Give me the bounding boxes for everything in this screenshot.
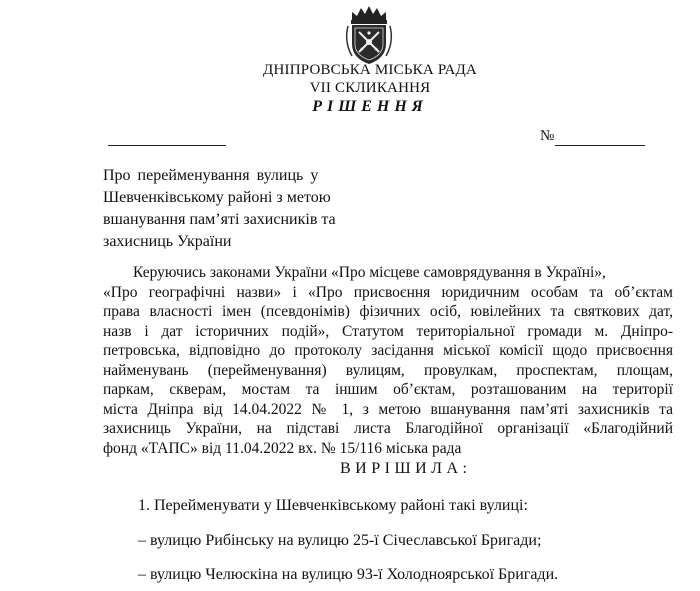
decision-subject bbox=[103, 165, 403, 253]
convocation: VII СКЛИКАННЯ bbox=[309, 80, 431, 96]
subject-line: вшанування пам’яті захисників та bbox=[103, 211, 336, 228]
subject-line: Шевченківському районі з метою bbox=[103, 189, 331, 206]
number-blank-line bbox=[555, 145, 645, 146]
preamble-line: «Про географічні назви» і «Про присвоєння юридичним особам та об’єктам bbox=[103, 283, 673, 301]
preamble-line: назв і дат історичних подій», Статутом територіальної громади м. Дніпро- bbox=[103, 322, 673, 340]
subject-line: захисниць України bbox=[103, 233, 232, 250]
resolved-heading: ВИРІШИЛА: bbox=[340, 460, 472, 477]
number-label: № bbox=[540, 128, 555, 144]
resolution-item: – вулицю Челюскіна на вулицю 93-ї Холодноярської Бригади. bbox=[138, 566, 559, 583]
city-coat-of-arms-icon bbox=[340, 4, 398, 66]
resolution-item: – вулицю Рибінську на вулицю 25-ї Січеславської Бригади; bbox=[138, 532, 542, 549]
date-blank-line bbox=[108, 145, 226, 146]
preamble-line: міста Дніпра від 14.04.2022 № 1, з метою вшанування пам’яті захисників та bbox=[103, 400, 673, 418]
document-type-title: РІШЕННЯ bbox=[312, 98, 428, 115]
preamble-paragraph bbox=[103, 263, 673, 458]
subject-line: Про перейменування вулиць у bbox=[103, 167, 319, 184]
preamble-line: захисниць України, на підставі листа Благодійної організації «Благодійний bbox=[103, 420, 673, 437]
preamble-line: Керуючись законами України «Про місцеве самоврядування в Україні», bbox=[133, 264, 606, 281]
preamble-line: права власності імен (псевдонімів) фізичних осіб, ювілейних та святкових дат, bbox=[103, 303, 673, 320]
preamble-line: паркам, скверам, мостам та іншим об’єктам, розташованим на території bbox=[103, 381, 673, 398]
preamble-line: найменувань (перейменування) вулицям, провулкам, проспектам, площам, bbox=[103, 361, 673, 379]
resolution-item: 1. Перейменувати у Шевченківському районі такі вулиці: bbox=[138, 497, 528, 514]
council-name: ДНІПРОВСЬКА МІСЬКА РАДА bbox=[263, 62, 477, 78]
preamble-line: фонд «ТАПС» від 11.04.2022 вх. № 15/116 міська рада bbox=[103, 439, 462, 457]
preamble-line: петровська, відповідно до протоколу засідання міської комісії щодо присвоєння bbox=[103, 342, 673, 359]
